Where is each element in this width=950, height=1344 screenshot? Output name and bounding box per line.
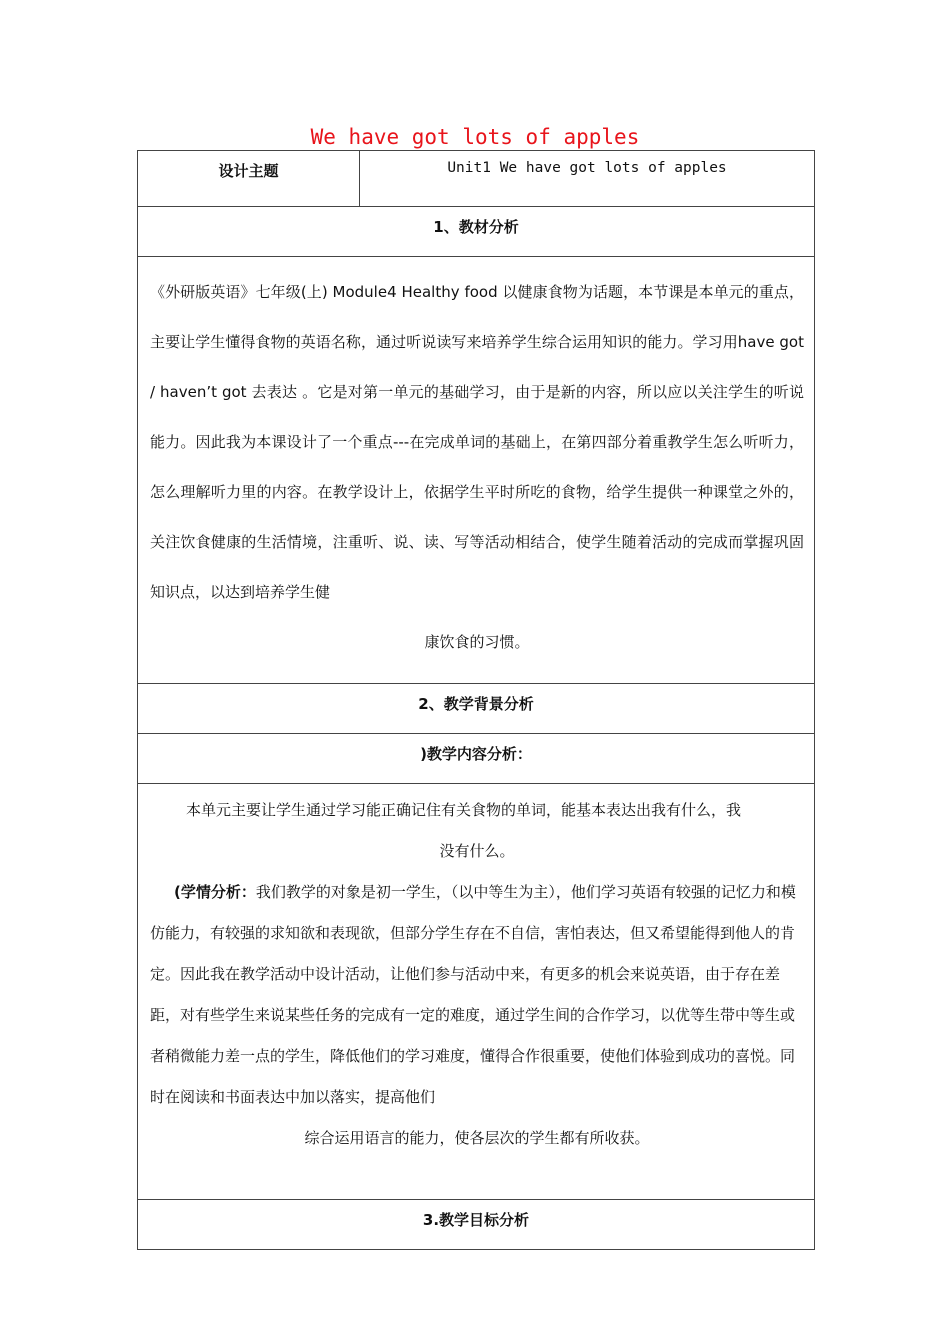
learner-text: 我们教学的对象是初一学生，（以中等生为主），他们学习英语有较强的记忆力和模仿能力，有较强的求知欲和表现欲，但部分学生存在不自信，害怕表达，但又希望能得到他人的肯定。因此我在教学活动中设计活动，让他们参与活动中来，有更多的机会来说英语，由于存在差距，对有些学生来说某些任务的完成有一定的难度，通过学生间的合作学习，以优等生带中等生或者稍微能力差一点的学生，降低他们的学习难度，懂得合作很重要，使他们体验到成功的喜悦。同时在阅读和书面表达中加以落实，提高他们	[150, 883, 796, 1106]
design-theme-label: 设计主题	[138, 151, 360, 207]
section3-header: 3.教学目标分析	[138, 1200, 815, 1250]
document-title: We have got lots of apples	[310, 125, 640, 149]
lesson-plan-table	[137, 150, 815, 1250]
learner-label: 学情分析：	[180, 883, 256, 901]
section2-header: 2、教学背景分析	[138, 684, 815, 734]
content-analysis-marker: )	[420, 745, 427, 763]
section2-body	[138, 784, 815, 1200]
content-analysis-header: 教学内容分析：	[426, 745, 532, 763]
design-theme-row	[138, 151, 815, 207]
section1-body	[138, 257, 815, 684]
content-text-1: 本单元主要让学生通过学习能正确记住有关食物的单词，能基本表达出我有什么，我	[186, 801, 742, 819]
section1-last-line: 康饮食的习惯。	[424, 633, 530, 651]
design-theme-value: Unit1 We have got lots of apples	[360, 151, 815, 207]
content-text-2: 没有什么。	[439, 842, 515, 860]
learner-analysis	[150, 872, 804, 1118]
learner-marker: (	[174, 883, 181, 901]
content-analysis-header-cell	[138, 734, 815, 784]
section1-text: 《外研版英语》七年级(上) Module4 Healthy food 以健康食物为话题，本节课是本单元的重点，主要让学生懂得食物的英语名称，通过听说读写来培养学生综合运用知识的能力。学习用have got / haven’t got 去表达 。它是对第一单元的基础学习，由于是新的内容，所以应以关注学生的听说能力。因此我为本课设计了一个重点---在完成单词的基础上，在第四部分着重教学生怎么听听力，怎么理解听力里的内容。在教学设计上，依据学生平时所吃的食物，给学生提供一种课堂之外的，关注饮食健康的生活情境，注重听、说、读、写等活动相结合，使学生随着活动的完成而掌握巩固知识点，以达到培养学生健	[150, 283, 804, 601]
section1-header: 1、教材分析	[138, 207, 815, 257]
learner-last-line: 综合运用语言的能力，使各层次的学生都有所收获。	[304, 1129, 650, 1147]
